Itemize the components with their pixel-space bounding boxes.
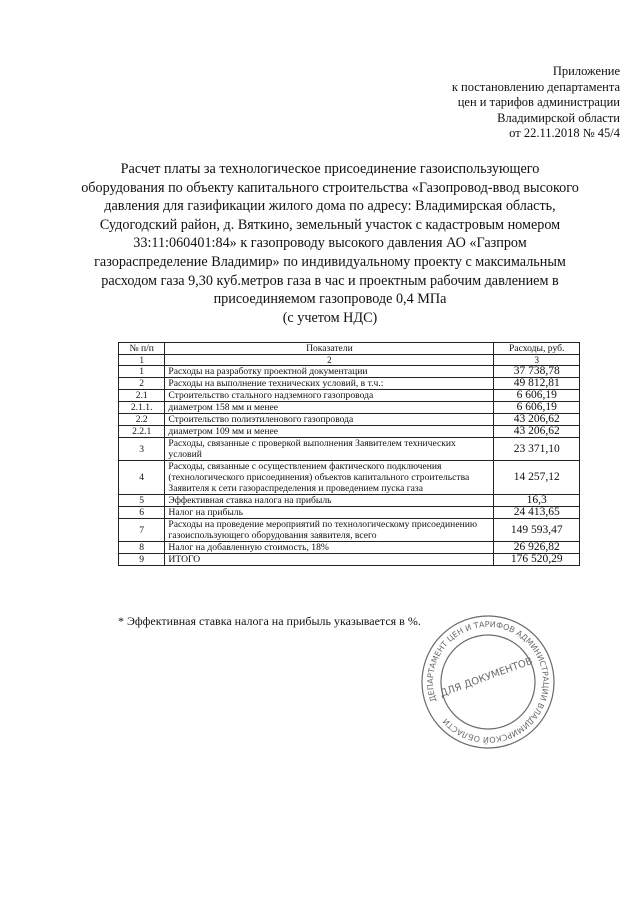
official-stamp <box>418 612 558 752</box>
row-name: ИТОГО <box>165 554 494 566</box>
header-indicators: Показатели <box>165 343 494 355</box>
approval-header <box>380 64 620 142</box>
row-number: 7 <box>119 519 165 542</box>
row-value: 49 812,81 <box>494 378 580 390</box>
table-row <box>119 519 580 542</box>
row-name: Расходы на разработку проектной документации <box>165 366 494 378</box>
row-value: 176 520,29 <box>494 554 580 566</box>
row-value: 6 606,19 <box>494 390 580 402</box>
table-row <box>119 507 580 519</box>
row-name: Строительство полиэтиленового газопровода <box>165 414 494 426</box>
row-value: 26 926,82 <box>494 542 580 554</box>
title-line: газораспределение Владимир» по индивидуальному проекту с максимальным <box>94 253 566 270</box>
table-row <box>119 390 580 402</box>
header-line: от 22.11.2018 № 45/4 <box>509 126 620 140</box>
table-row <box>119 495 580 507</box>
row-name: Налог на добавленную стоимость, 18% <box>165 542 494 554</box>
table-row <box>119 378 580 390</box>
title-line: оборудования по объекту капитального строительства «Газопровод-ввод высокого <box>81 179 579 196</box>
header-line: Приложение <box>552 64 620 78</box>
index-cell: 3 <box>494 355 580 366</box>
header-expenses: Расходы, руб. <box>494 343 580 355</box>
table-row <box>119 402 580 414</box>
row-value: 14 257,12 <box>494 461 580 495</box>
footnote: * Эффективная ставка налога на прибыль указывается в %. <box>118 614 421 628</box>
title-line: присоединяемом газопроводе 0,4 МПа <box>213 291 447 308</box>
table-index-row <box>119 355 580 366</box>
row-name: Налог на прибыль <box>165 507 494 519</box>
stamp-ring-text: ДЕПАРТАМЕНТ ЦЕН И ТАРИФОВ АДМИНИСТРАЦИИ ВЛАДИМИРСКОЙ ОБЛАСТИ <box>425 619 551 745</box>
table-row <box>119 542 580 554</box>
row-number: 4 <box>119 461 165 495</box>
header-number: № п/п <box>119 343 165 355</box>
row-number: 2.1.1. <box>119 402 165 414</box>
index-cell: 2 <box>165 355 494 366</box>
row-value: 149 593,47 <box>494 519 580 542</box>
row-value: 43 206,62 <box>494 414 580 426</box>
row-number: 6 <box>119 507 165 519</box>
row-name: Эффективная ставка налога на прибыль <box>165 495 494 507</box>
row-number: 5 <box>119 495 165 507</box>
table-row <box>119 426 580 438</box>
title-line: давления для газификации жилого дома по адресу: Владимирская область, <box>104 198 556 215</box>
document-title <box>60 160 600 327</box>
row-value: 6 606,19 <box>494 402 580 414</box>
row-name: Строительство стального надземного газопровода <box>165 390 494 402</box>
table-row-total <box>119 554 580 566</box>
header-line: Владимирской области <box>497 110 620 125</box>
row-name: диаметром 158 мм и менее <box>165 402 494 414</box>
row-name: Расходы, связанные с осуществлением фактического подключения (технологического присоединения) объектов капитального строительства Заявителя к сети газораспределения и проведением пуска газа <box>165 461 494 495</box>
row-number: 9 <box>119 554 165 566</box>
row-number: 2 <box>119 378 165 390</box>
row-value: 24 413,65 <box>494 507 580 519</box>
row-value: 23 371,10 <box>494 438 580 461</box>
row-number: 1 <box>119 366 165 378</box>
index-cell: 1 <box>119 355 165 366</box>
stamp-center-text: ДЛЯ ДОКУМЕНТОВ <box>438 655 535 700</box>
row-value: 37 738,78 <box>494 366 580 378</box>
row-value: 16,3 <box>494 495 580 507</box>
header-line: к постановлению департамента <box>451 79 620 94</box>
row-name: Расходы, связанные с проверкой выполнения Заявителем технических условий <box>165 438 494 461</box>
row-number: 2.2.1 <box>119 426 165 438</box>
table-header-row <box>119 343 580 355</box>
row-name: Расходы на проведение мероприятий по технологическому присоединению газоиспользующего оборудования заявителя, всего <box>165 519 494 542</box>
calculation-table <box>118 342 580 566</box>
title-line: расходом газа 9,30 куб.метров газа в час и проектным рабочим давлением в <box>101 272 559 289</box>
row-number: 2.2 <box>119 414 165 426</box>
header-line: цен и тарифов администрации <box>457 95 620 109</box>
row-number: 2.1 <box>119 390 165 402</box>
table-row <box>119 461 580 495</box>
table-row <box>119 438 580 461</box>
title-line: Расчет платы за технологическое присоединение газоиспользующего <box>120 161 540 177</box>
row-name: диаметром 109 мм и менее <box>165 426 494 438</box>
row-name: Расходы на выполнение технических условий, в т.ч.: <box>165 378 494 390</box>
table-row <box>119 414 580 426</box>
row-number: 3 <box>119 438 165 461</box>
title-line: (с учетом НДС) <box>282 309 378 326</box>
row-value: 43 206,62 <box>494 426 580 438</box>
title-line: Судогодский район, д. Вяткино, земельный участок с кадастровым номером <box>99 216 561 233</box>
table-row <box>119 366 580 378</box>
row-number: 8 <box>119 542 165 554</box>
title-line: 33:11:060401:84» к газопроводу высокого давления АО «Газпром <box>133 235 527 252</box>
